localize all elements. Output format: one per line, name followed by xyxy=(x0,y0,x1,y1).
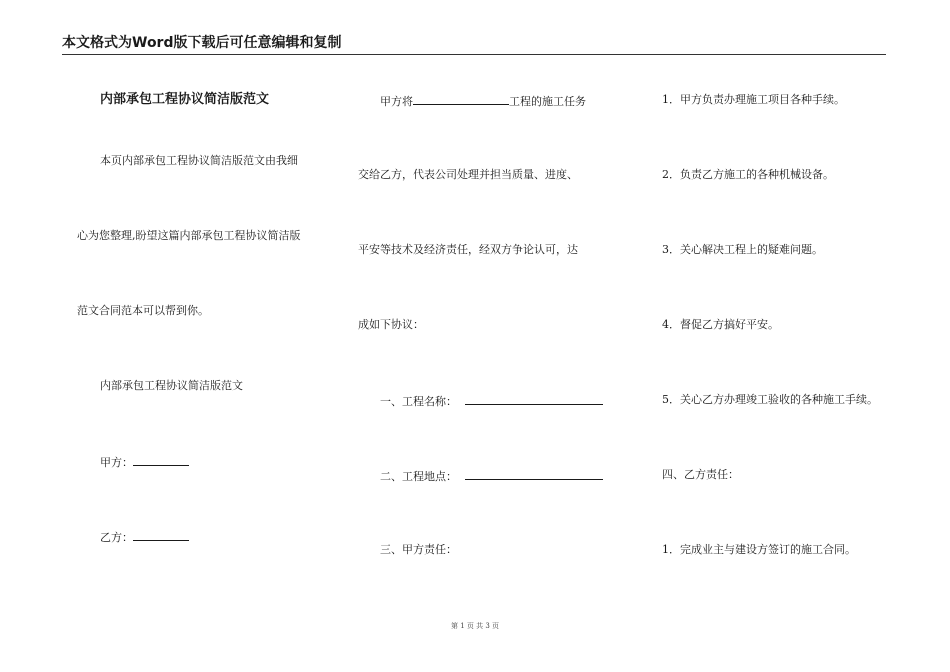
project-location-row xyxy=(380,468,603,484)
party-b-duty-1: 1．完成业主与建设方签订的施工合同。 xyxy=(662,543,856,556)
page-footer: 第 1 页 共 3 页 xyxy=(450,622,500,630)
agreement-line-1-end: 工程的施工任务 xyxy=(509,95,586,108)
project-blank xyxy=(413,93,509,105)
party-b-duty-heading: 四、乙方责任： xyxy=(662,468,739,481)
agreement-line-1-start: 甲方将 xyxy=(380,95,413,108)
subtitle: 内部承包工程协议简洁版范文 xyxy=(100,379,243,392)
project-location-blank xyxy=(465,468,603,480)
party-a-duty-2: 2．负责乙方施工的各种机械设备。 xyxy=(662,168,834,181)
intro-line-1: 本页内部承包工程协议简洁版范文由我细 xyxy=(100,154,298,167)
agreement-line-2: 交给乙方，代表公司处理并担当质量、进度、 xyxy=(358,168,578,181)
header-title: 本文格式为Word版下载后可任意编辑和复制 xyxy=(62,35,342,51)
party-a-duty-4: 4．督促乙方搞好平安。 xyxy=(662,318,779,331)
party-b-row xyxy=(100,529,189,545)
project-location-label: 二、工程地点： xyxy=(380,470,457,483)
intro-line-2: 心为您整理,盼望这篇内部承包工程协议简洁版 xyxy=(77,229,301,242)
agreement-line-4: 成如下协议： xyxy=(358,318,424,331)
party-a-duty-3: 3．关心解决工程上的疑难问题。 xyxy=(662,243,823,256)
intro-line-3: 范文合同范本可以帮到你。 xyxy=(77,304,209,317)
project-name-label: 一、工程名称： xyxy=(380,395,457,408)
party-a-duty-1: 1．甲方负责办理施工项目各种手续。 xyxy=(662,93,845,106)
party-a-blank xyxy=(133,454,189,466)
agreement-line-3: 平安等技术及经济责任，经双方争论认可，达 xyxy=(358,243,578,256)
party-a-duty-5: 5．关心乙方办理竣工验收的各种施工手续。 xyxy=(662,393,878,406)
project-name-row xyxy=(380,393,603,409)
agreement-line-1 xyxy=(380,93,586,109)
party-a-label: 甲方： xyxy=(100,456,133,469)
party-b-blank xyxy=(133,529,189,541)
party-b-label: 乙方： xyxy=(100,531,133,544)
page-header xyxy=(62,34,886,55)
party-a-row xyxy=(100,454,189,470)
project-name-blank xyxy=(465,393,603,405)
party-a-duty-heading: 三、甲方责任： xyxy=(380,543,457,556)
document-title: 内部承包工程协议简洁版范文 xyxy=(100,92,270,107)
